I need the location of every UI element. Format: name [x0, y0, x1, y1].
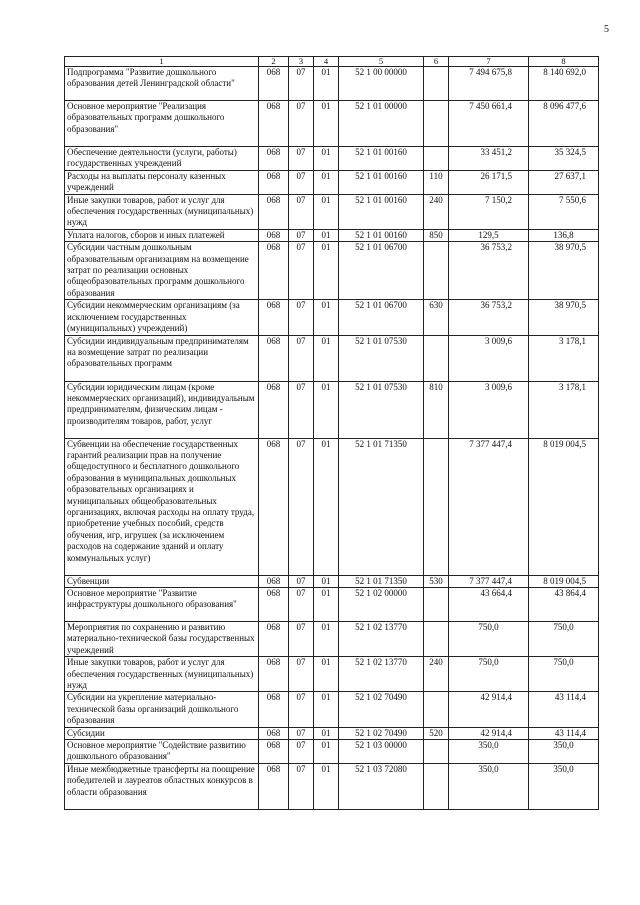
row-name-cell: Субсидии на укрепление материально-технической базы организаций дошкольного образования — [65, 692, 259, 727]
row-amount-next-cell: 7 550,6 — [529, 194, 599, 229]
row-target-cell: 52 1 03 72080 — [339, 763, 424, 809]
row-amount-cell: 26 171,5 — [449, 170, 529, 194]
row-type-cell: 240 — [424, 194, 449, 229]
row-subsection-cell: 01 — [314, 170, 339, 194]
row-target-cell: 52 1 01 71350 — [339, 575, 424, 587]
row-amount-next-cell: 38 970,5 — [529, 300, 599, 335]
row-amount-next-cell: 3 178,1 — [529, 335, 599, 381]
row-section-cell: 07 — [289, 692, 314, 727]
row-amount-next-cell: 27 637,1 — [529, 170, 599, 194]
row-amount-cell: 42 914,4 — [449, 727, 529, 739]
row-type-cell — [424, 587, 449, 621]
row-amount-next-cell: 35 324,5 — [529, 147, 599, 171]
row-amount-cell: 3 009,6 — [449, 335, 529, 381]
row-name-cell: Субсидии — [65, 727, 259, 739]
row-name-cell: Субсидии индивидуальным предпринимателям на возмещение затрат по реализации образовательных программ — [65, 335, 259, 381]
row-code-cell: 068 — [259, 727, 289, 739]
header-cell: 6 — [424, 57, 449, 67]
row-section-cell: 07 — [289, 621, 314, 656]
row-amount-next-cell: 8 019 004,5 — [529, 575, 599, 587]
row-type-cell — [424, 335, 449, 381]
row-amount-cell: 42 914,4 — [449, 692, 529, 727]
table-row — [65, 739, 599, 763]
row-section-cell: 07 — [289, 194, 314, 229]
row-amount-next-cell: 750,0 — [529, 621, 599, 656]
row-amount-next-cell: 8 140 692,0 — [529, 67, 599, 101]
table-row — [65, 763, 599, 809]
table-row — [65, 438, 599, 575]
row-amount-cell: 750,0 — [449, 657, 529, 692]
row-subsection-cell: 01 — [314, 438, 339, 575]
row-amount-next-cell: 350,0 — [529, 739, 599, 763]
row-code-cell: 068 — [259, 147, 289, 171]
row-amount-cell: 350,0 — [449, 763, 529, 809]
row-amount-next-cell: 3 178,1 — [529, 381, 599, 438]
row-type-cell — [424, 763, 449, 809]
row-subsection-cell: 01 — [314, 692, 339, 727]
row-section-cell: 07 — [289, 170, 314, 194]
row-code-cell: 068 — [259, 229, 289, 241]
row-name-cell: Основное мероприятие "Содействие развитию дошкольного образования" — [65, 739, 259, 763]
row-target-cell: 52 1 01 07530 — [339, 381, 424, 438]
row-type-cell — [424, 101, 449, 147]
row-section-cell: 07 — [289, 101, 314, 147]
row-code-cell: 068 — [259, 692, 289, 727]
row-target-cell: 52 1 01 06700 — [339, 300, 424, 335]
row-name-cell: Расходы на выплаты персоналу казенных учреждений — [65, 170, 259, 194]
row-amount-next-cell: 136,8 — [529, 229, 599, 241]
row-subsection-cell: 01 — [314, 67, 339, 101]
row-section-cell: 07 — [289, 67, 314, 101]
row-subsection-cell: 01 — [314, 300, 339, 335]
row-subsection-cell: 01 — [314, 587, 339, 621]
row-subsection-cell: 01 — [314, 657, 339, 692]
row-type-cell — [424, 147, 449, 171]
header-cell: 1 — [65, 57, 259, 67]
row-section-cell: 07 — [289, 657, 314, 692]
row-amount-next-cell: 43 114,4 — [529, 727, 599, 739]
table-row — [65, 657, 599, 692]
row-amount-cell: 36 753,2 — [449, 242, 529, 300]
row-amount-next-cell: 38 970,5 — [529, 242, 599, 300]
row-type-cell — [424, 621, 449, 656]
row-amount-cell: 7 494 675,8 — [449, 67, 529, 101]
row-type-cell: 110 — [424, 170, 449, 194]
header-cell: 3 — [289, 57, 314, 67]
row-target-cell: 52 1 01 00160 — [339, 194, 424, 229]
table-row — [65, 242, 599, 300]
row-target-cell: 52 1 02 13770 — [339, 621, 424, 656]
row-subsection-cell: 01 — [314, 101, 339, 147]
row-amount-next-cell: 43 114,4 — [529, 692, 599, 727]
header-cell: 4 — [314, 57, 339, 67]
row-section-cell: 07 — [289, 727, 314, 739]
row-name-cell: Иные межбюджетные трансферты на поощрение победителей и лауреатов областных конкурсов в области образования — [65, 763, 259, 809]
row-code-cell: 068 — [259, 300, 289, 335]
row-amount-cell: 350,0 — [449, 739, 529, 763]
row-type-cell — [424, 242, 449, 300]
table-row — [65, 67, 599, 101]
page-number: 5 — [604, 24, 609, 35]
row-code-cell: 068 — [259, 621, 289, 656]
row-amount-cell: 750,0 — [449, 621, 529, 656]
table-row — [65, 727, 599, 739]
row-amount-next-cell: 8 019 004,5 — [529, 438, 599, 575]
row-subsection-cell: 01 — [314, 739, 339, 763]
row-section-cell: 07 — [289, 229, 314, 241]
row-code-cell: 068 — [259, 739, 289, 763]
row-section-cell: 07 — [289, 381, 314, 438]
row-amount-next-cell: 750,0 — [529, 657, 599, 692]
row-code-cell: 068 — [259, 242, 289, 300]
row-amount-cell: 7 150,2 — [449, 194, 529, 229]
row-target-cell: 52 1 02 13770 — [339, 657, 424, 692]
row-code-cell: 068 — [259, 587, 289, 621]
row-section-cell: 07 — [289, 242, 314, 300]
row-type-cell: 850 — [424, 229, 449, 241]
row-code-cell: 068 — [259, 194, 289, 229]
table-row — [65, 381, 599, 438]
table-row — [65, 621, 599, 656]
row-code-cell: 068 — [259, 438, 289, 575]
table-row — [65, 335, 599, 381]
row-name-cell: Мероприятия по сохранению и развитию материально-технической базы государственных учреждений — [65, 621, 259, 656]
row-target-cell: 52 1 01 00160 — [339, 229, 424, 241]
row-target-cell: 52 1 01 06700 — [339, 242, 424, 300]
row-target-cell: 52 1 02 00000 — [339, 587, 424, 621]
header-cell: 5 — [339, 57, 424, 67]
row-type-cell — [424, 67, 449, 101]
header-cell: 2 — [259, 57, 289, 67]
row-code-cell: 068 — [259, 101, 289, 147]
row-name-cell: Субсидии юридическим лицам (кроме некоммерческих организаций), индивидуальным предпринимателям, физическим лицам - производителям товаров, работ, услуг — [65, 381, 259, 438]
row-amount-next-cell: 350,0 — [529, 763, 599, 809]
row-subsection-cell: 01 — [314, 727, 339, 739]
row-subsection-cell: 01 — [314, 381, 339, 438]
row-name-cell: Подпрограмма "Развитие дошкольного образования детей Ленинградской области" — [65, 67, 259, 101]
row-subsection-cell: 01 — [314, 194, 339, 229]
row-section-cell: 07 — [289, 587, 314, 621]
budget-table — [64, 56, 599, 810]
table-row — [65, 147, 599, 171]
row-code-cell: 068 — [259, 67, 289, 101]
row-name-cell: Субвенции на обеспечение государственных гарантий реализации прав на получение общедоступного и бесплатного дошкольного образования в муниципальных дошкольных образовательных организациях и муниципальных общеобразовательных организациях, включая расходы на оплату труда, приобретение учебных пособий, средств обучения, игр, игрушек (за исключением расходов на содержание зданий и оплату коммунальных услуг) — [65, 438, 259, 575]
row-code-cell: 068 — [259, 575, 289, 587]
row-target-cell: 52 1 01 00160 — [339, 170, 424, 194]
row-name-cell: Субсидии некоммерческим организациям (за исключением государственных (муниципальных) учреждений) — [65, 300, 259, 335]
row-amount-cell: 43 664,4 — [449, 587, 529, 621]
row-code-cell: 068 — [259, 657, 289, 692]
table-row — [65, 101, 599, 147]
table-row — [65, 575, 599, 587]
header-cell: 8 — [529, 57, 599, 67]
row-target-cell: 52 1 02 70490 — [339, 692, 424, 727]
row-subsection-cell: 01 — [314, 147, 339, 171]
row-amount-cell: 7 377 447,4 — [449, 438, 529, 575]
row-section-cell: 07 — [289, 575, 314, 587]
row-amount-cell: 3 009,6 — [449, 381, 529, 438]
table-row — [65, 229, 599, 241]
row-type-cell: 810 — [424, 381, 449, 438]
row-section-cell: 07 — [289, 335, 314, 381]
row-target-cell: 52 1 01 00000 — [339, 101, 424, 147]
table-row — [65, 194, 599, 229]
row-amount-cell: 36 753,2 — [449, 300, 529, 335]
row-code-cell: 068 — [259, 170, 289, 194]
row-code-cell: 068 — [259, 335, 289, 381]
row-type-cell: 520 — [424, 727, 449, 739]
table-row — [65, 587, 599, 621]
header-cell: 7 — [449, 57, 529, 67]
row-amount-cell: 33 451,2 — [449, 147, 529, 171]
row-section-cell: 07 — [289, 739, 314, 763]
row-code-cell: 068 — [259, 763, 289, 809]
row-target-cell: 52 1 01 07530 — [339, 335, 424, 381]
row-type-cell: 630 — [424, 300, 449, 335]
row-code-cell: 068 — [259, 381, 289, 438]
row-name-cell: Иные закупки товаров, работ и услуг для обеспечения государственных (муниципальных) нужд — [65, 657, 259, 692]
row-section-cell: 07 — [289, 763, 314, 809]
table-row — [65, 692, 599, 727]
row-name-cell: Основное мероприятие "Реализация образовательных программ дошкольного образования" — [65, 101, 259, 147]
row-target-cell: 52 1 01 71350 — [339, 438, 424, 575]
row-amount-cell: 129,5 — [449, 229, 529, 241]
row-target-cell: 52 1 03 00000 — [339, 739, 424, 763]
row-name-cell: Субсидии частным дошкольным образовательным организациям на возмещение затрат по реализации основных общеобразовательных программ дошкольного образования — [65, 242, 259, 300]
row-subsection-cell: 01 — [314, 763, 339, 809]
row-target-cell: 52 1 01 00160 — [339, 147, 424, 171]
row-subsection-cell: 01 — [314, 621, 339, 656]
table-row — [65, 300, 599, 335]
row-section-cell: 07 — [289, 147, 314, 171]
row-target-cell: 52 1 02 70490 — [339, 727, 424, 739]
row-name-cell: Обеспечение деятельности (услуги, работы) государственных учреждений — [65, 147, 259, 171]
row-amount-cell: 7 450 661,4 — [449, 101, 529, 147]
row-subsection-cell: 01 — [314, 229, 339, 241]
row-name-cell: Иные закупки товаров, работ и услуг для обеспечения государственных (муниципальных) нужд — [65, 194, 259, 229]
row-subsection-cell: 01 — [314, 575, 339, 587]
row-amount-next-cell: 43 864,4 — [529, 587, 599, 621]
row-type-cell: 240 — [424, 657, 449, 692]
row-subsection-cell: 01 — [314, 242, 339, 300]
row-name-cell: Субвенции — [65, 575, 259, 587]
table-row — [65, 170, 599, 194]
row-subsection-cell: 01 — [314, 335, 339, 381]
row-amount-cell: 7 377 447,4 — [449, 575, 529, 587]
row-target-cell: 52 1 00 00000 — [339, 67, 424, 101]
row-type-cell — [424, 739, 449, 763]
row-type-cell — [424, 438, 449, 575]
row-section-cell: 07 — [289, 300, 314, 335]
row-type-cell: 530 — [424, 575, 449, 587]
row-section-cell: 07 — [289, 438, 314, 575]
row-amount-next-cell: 8 096 477,6 — [529, 101, 599, 147]
row-name-cell: Основное мероприятие "Развитие инфраструктуры дошкольного образования" — [65, 587, 259, 621]
row-type-cell — [424, 692, 449, 727]
table-header-row — [65, 57, 599, 67]
row-name-cell: Уплата налогов, сборов и иных платежей — [65, 229, 259, 241]
